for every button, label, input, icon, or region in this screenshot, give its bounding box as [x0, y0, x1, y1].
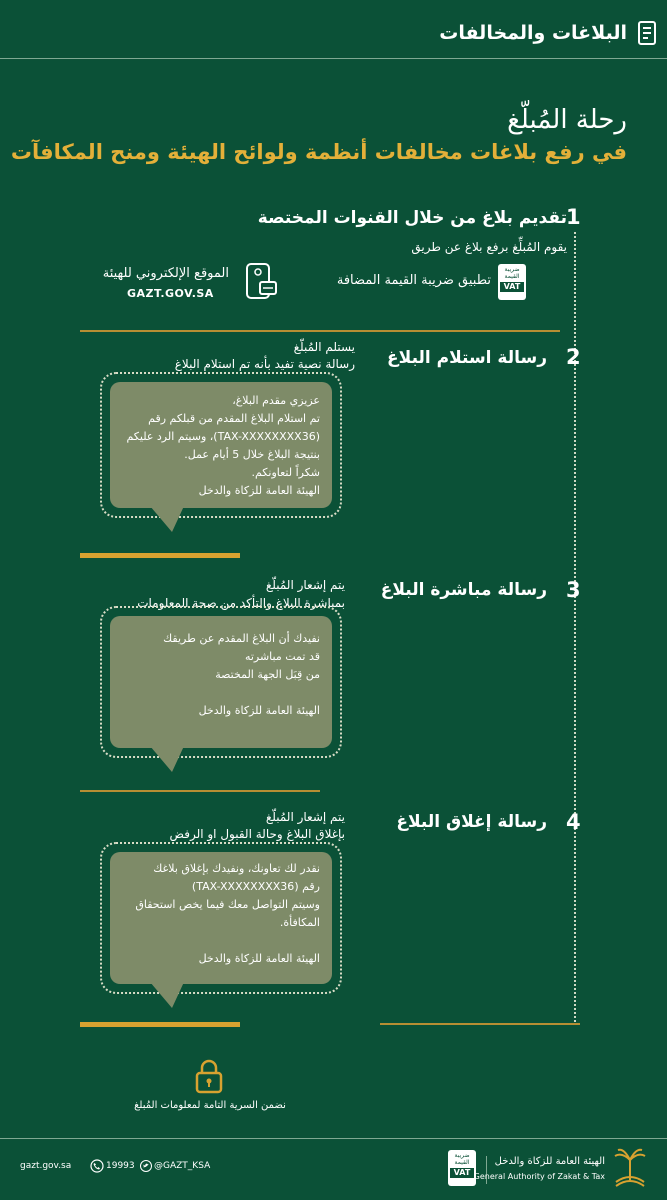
footer-vat-logo: ضريبة القيمة VAT: [448, 1150, 476, 1186]
footer-phone[interactable]: 19993: [106, 1161, 135, 1171]
phone-icon: [90, 1159, 104, 1173]
vat-app-icon: ضريبة القيمة VAT: [498, 264, 526, 300]
step-2-note-line2: رسالة نصية تفيد بأنه تم استلام البلاغ: [174, 357, 355, 371]
bubble-tail: [150, 982, 190, 1010]
step-2-title: رسالة استلام البلاغ: [387, 348, 547, 368]
message-line: الهيئة العامة للزكاة والدخل: [198, 704, 320, 717]
message-line: نقدر لك تعاونك، ونفيدك بإغلاق بلاغك: [153, 862, 320, 875]
message-line: وسيتم التواصل معك فيما يخص استحقاق: [135, 898, 320, 911]
timeline-end-line: [380, 1023, 580, 1025]
channel-website-label: الموقع الإلكتروني للهيئة: [102, 266, 229, 281]
message-line: [122, 932, 320, 950]
step-3-message-bubble: [110, 616, 332, 748]
step-3-title: رسالة مباشرة البلاغ: [380, 580, 547, 600]
message-line: تم استلام البلاغ المقدم من قبلكم رقم: [148, 412, 320, 425]
step-1-description: يقوم المُبلِّغ برفع بلاغ عن طريق: [411, 240, 567, 254]
step-2-divider: [80, 553, 240, 558]
message-line: من قِبَل الجهة المختصة: [215, 668, 320, 681]
channel-website-url[interactable]: GAZT.GOV.SA: [127, 287, 214, 300]
subtitle: في رفع بلاغات مخالفات أنظمة ولوائح الهيئة ومنح المكافآت: [10, 140, 627, 164]
message-line: [122, 684, 320, 702]
step-2-message-bubble: [110, 382, 332, 508]
header-divider: [0, 58, 667, 59]
step-3-number: 3: [566, 578, 581, 602]
bubble-tail: [150, 506, 190, 534]
message-line: نفيدك أن البلاغ المقدم عن طريقك: [163, 632, 320, 645]
message-line: رقم (TAX-XXXXXXXX36): [191, 880, 320, 893]
message-line: الهيئة العامة للزكاة والدخل: [198, 484, 320, 497]
message-line: الهيئة العامة للزكاة والدخل: [198, 952, 320, 965]
privacy-text: نضمن السرية التامة لمعلومات المُبلغ: [134, 1100, 286, 1111]
footer-org-en: General Authority of Zakat & Tax: [473, 1172, 605, 1181]
message-line: قد تمت مباشرته: [244, 650, 320, 663]
page-header-title: البلاغات والمخالفات: [439, 22, 627, 44]
footer-divider: [0, 1138, 667, 1139]
step-4-note-line2: بإغلاق البلاغ وحالة القبول او الرفض: [169, 827, 345, 841]
message-line: المكافأة.: [279, 916, 320, 929]
bubble-tail: [150, 746, 190, 774]
lock-icon: [194, 1058, 224, 1094]
footer-website[interactable]: gazt.gov.sa: [20, 1161, 72, 1171]
twitter-icon: [140, 1160, 152, 1172]
channel-vat-app-label: تطبيق ضريبة القيمة المضافة: [336, 273, 491, 288]
message-line: شكراً لتعاونكم.: [251, 466, 320, 479]
message-line: بنتيجة البلاغ خلال 5 أيام عمل.: [184, 448, 320, 461]
step-4-divider: [80, 1022, 240, 1027]
message-line: (TAX-XXXXXXXX36)، وسيتم الرد عليكم: [126, 430, 320, 443]
step-1-divider: [80, 330, 560, 332]
step-1-title: تقديم بلاغ من خلال القنوات المختصة: [257, 208, 567, 228]
document-icon: [637, 20, 661, 48]
step-4-number: 4: [566, 810, 581, 834]
step-4-title: رسالة إغلاق البلاغ: [396, 812, 547, 832]
step-3-note-line2: بمباشرة البلاغ والتأكد من صحة المعلومات: [137, 596, 345, 610]
palm-swords-logo: [612, 1146, 648, 1190]
step-3-note-line1: يتم إشعار المُبلّغ: [265, 578, 345, 592]
step-1-number: 1: [566, 205, 581, 229]
message-line: عزيزي مقدم البلاغ،: [232, 394, 320, 407]
website-icon: [244, 262, 280, 302]
main-title: رحلة المُبلّغ: [507, 105, 627, 135]
footer-twitter[interactable]: @GAZT_KSA: [154, 1161, 211, 1171]
step-4-note-line1: يتم إشعار المُبلّغ: [265, 810, 345, 824]
step-3-divider: [80, 790, 320, 792]
step-4-message-bubble: [110, 852, 332, 984]
footer-org-ar: الهيئة العامة للزكاة والدخل: [494, 1156, 605, 1167]
step-2-number: 2: [566, 345, 581, 369]
step-2-note-line1: يستلم المُبلّغ: [293, 340, 355, 354]
